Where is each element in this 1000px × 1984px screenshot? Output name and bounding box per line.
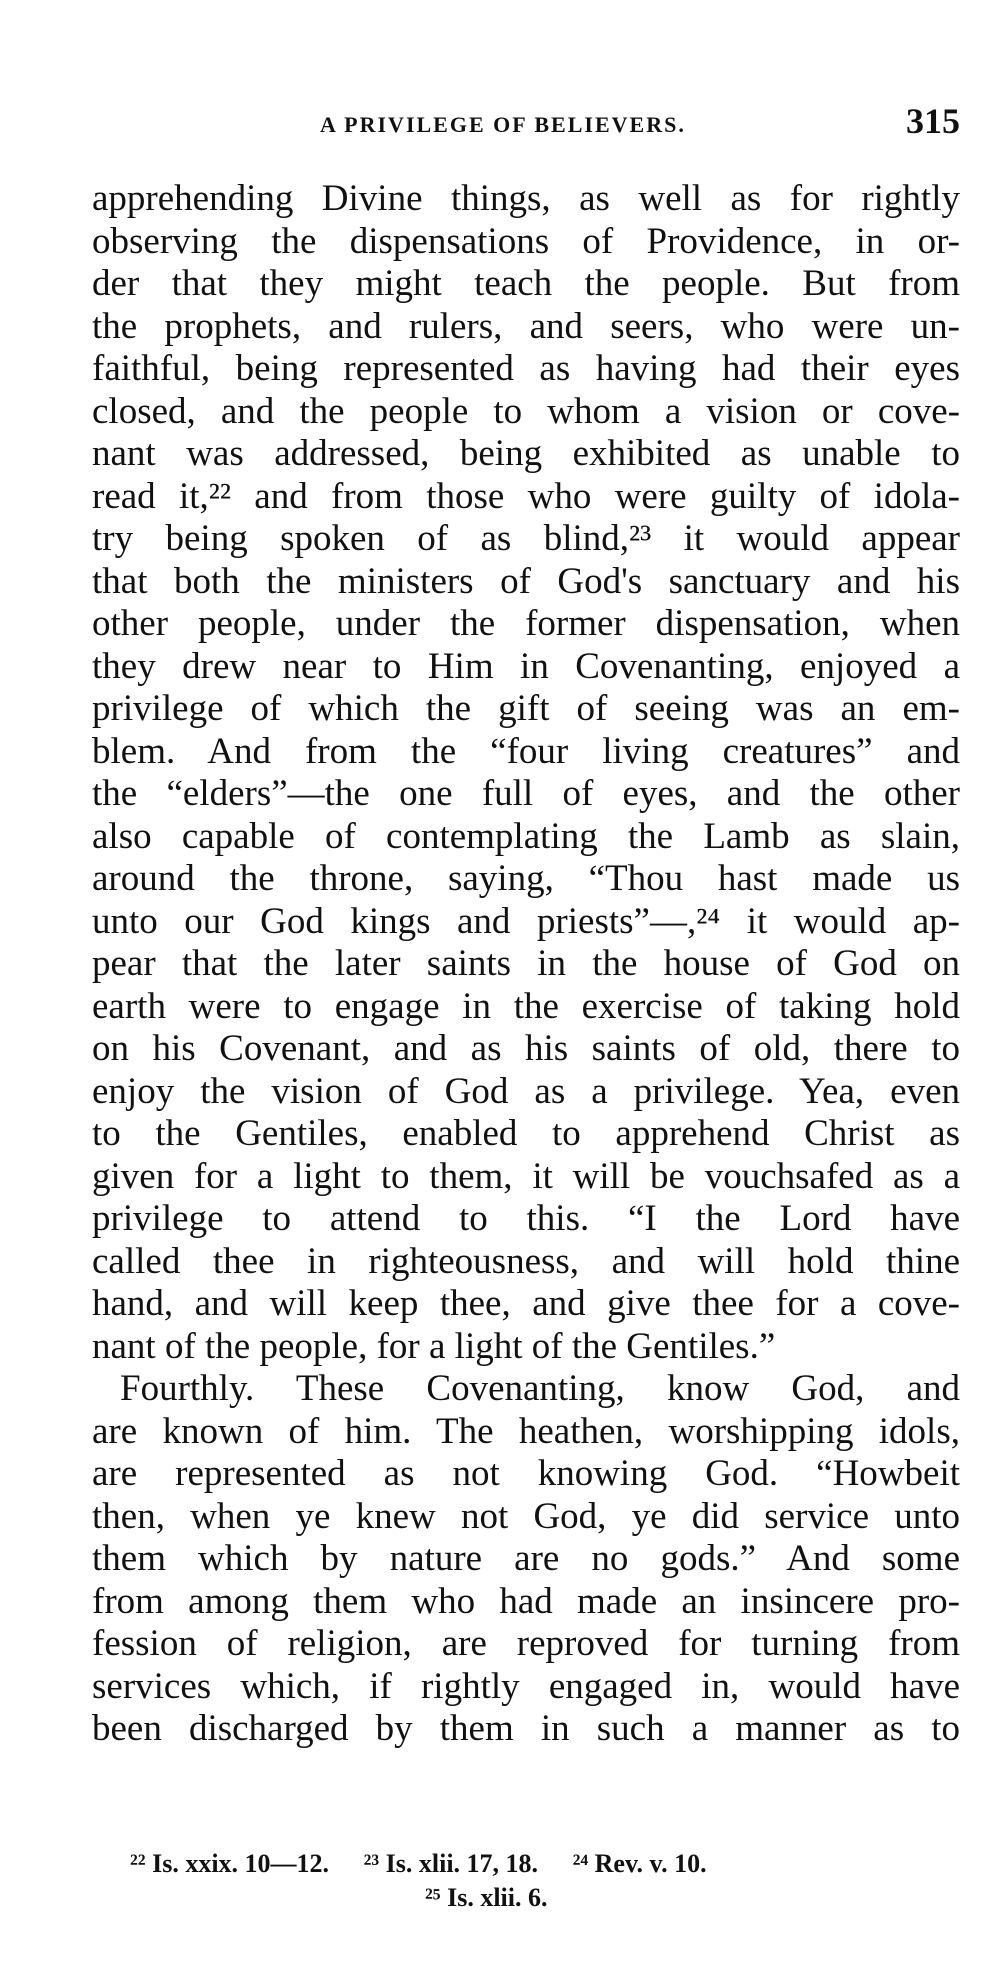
text-line: unto our God kings and priests”—,²⁴ it would ap-	[92, 900, 960, 942]
text-line: privilege to attend to this. “I the Lord have	[92, 1198, 960, 1239]
text-line: closed, and the people to whom a vision or cove-	[92, 390, 960, 432]
text-line: observing the dispensations of Providence, in or-	[92, 220, 960, 262]
footnote: ²³ Is. xlii. 17, 18.	[363, 1849, 539, 1878]
text-line: the “elders”—the one full of eyes, and the other	[92, 773, 960, 814]
text-line: then, when ye knew not God, ye did service unto	[92, 1495, 960, 1537]
text-line: read it,²² and from those who were guilty of idola-	[92, 475, 960, 517]
text-line: given for a light to them, it will be vouchsafed as a	[92, 1155, 960, 1197]
text-line: called thee in righteousness, and will hold thine	[92, 1240, 960, 1282]
text-line: other people, under the former dispensation, when	[92, 603, 960, 644]
text-line: to the Gentiles, enabled to apprehend Christ as	[92, 1113, 960, 1154]
text-line: fession of religion, are reproved for turning from	[92, 1623, 960, 1664]
text-line: been discharged by them in such a manner as to	[92, 1708, 960, 1749]
page-header	[90, 100, 960, 140]
running-head: A PRIVILEGE OF BELIEVERS.	[320, 112, 686, 137]
text-line: also capable of contemplating the Lamb as slain,	[92, 815, 960, 857]
text-line: apprehending Divine things, as well as for rightly	[92, 178, 960, 219]
text-line: on his Covenant, and as his saints of old, there to	[92, 1028, 960, 1069]
footnote: ²⁵ Is. xlii. 6.	[425, 1883, 548, 1912]
footnotes	[120, 1847, 960, 1915]
page-number: 315	[906, 101, 960, 141]
text-line: enjoy the vision of God as a privilege. Yea, even	[92, 1070, 960, 1112]
text-line: the prophets, and rulers, and seers, who were un-	[92, 305, 960, 347]
text-line: from among them who had made an insincere pro-	[92, 1580, 960, 1622]
text-line: are known of him. The heathen, worshipping idols,	[92, 1410, 960, 1452]
text-line: are represented as not knowing God. “Howbeit	[92, 1453, 960, 1494]
text-line: nant was addressed, being exhibited as unable to	[92, 433, 960, 474]
text-line: try being spoken of as blind,²³ it would appear	[92, 518, 960, 559]
text-line: hand, and will keep thee, and give thee for a cove-	[92, 1283, 960, 1324]
text-line: blem. And from the “four living creatures” and	[92, 730, 960, 772]
text-line: around the throne, saying, “Thou hast made us	[92, 858, 960, 899]
body-text	[92, 178, 960, 1751]
footnote-row	[120, 1847, 960, 1881]
text-line: services which, if rightly engaged in, would have	[92, 1665, 960, 1707]
text-line: der that they might teach the people. But from	[92, 263, 960, 304]
footnote: ²⁴ Rev. v. 10.	[572, 1849, 707, 1878]
text-line: they drew near to Him in Covenanting, enjoyed a	[92, 645, 960, 687]
text-line: earth were to engage in the exercise of taking hold	[92, 985, 960, 1027]
text-line: pear that the later saints in the house of God on	[92, 943, 960, 984]
footnote: ²² Is. xxix. 10—12.	[130, 1849, 330, 1878]
text-line: that both the ministers of God's sanctuary and his	[92, 560, 960, 602]
text-line: them which by nature are no gods.” And some	[92, 1538, 960, 1579]
text-line: faithful, being represented as having had their eyes	[92, 348, 960, 389]
text-line: privilege of which the gift of seeing was an em-	[92, 688, 960, 729]
text-line: nant of the people, for a light of the Gentiles.”	[92, 1325, 776, 1367]
text-line: Fourthly. These Covenanting, know God, and	[120, 1368, 960, 1409]
